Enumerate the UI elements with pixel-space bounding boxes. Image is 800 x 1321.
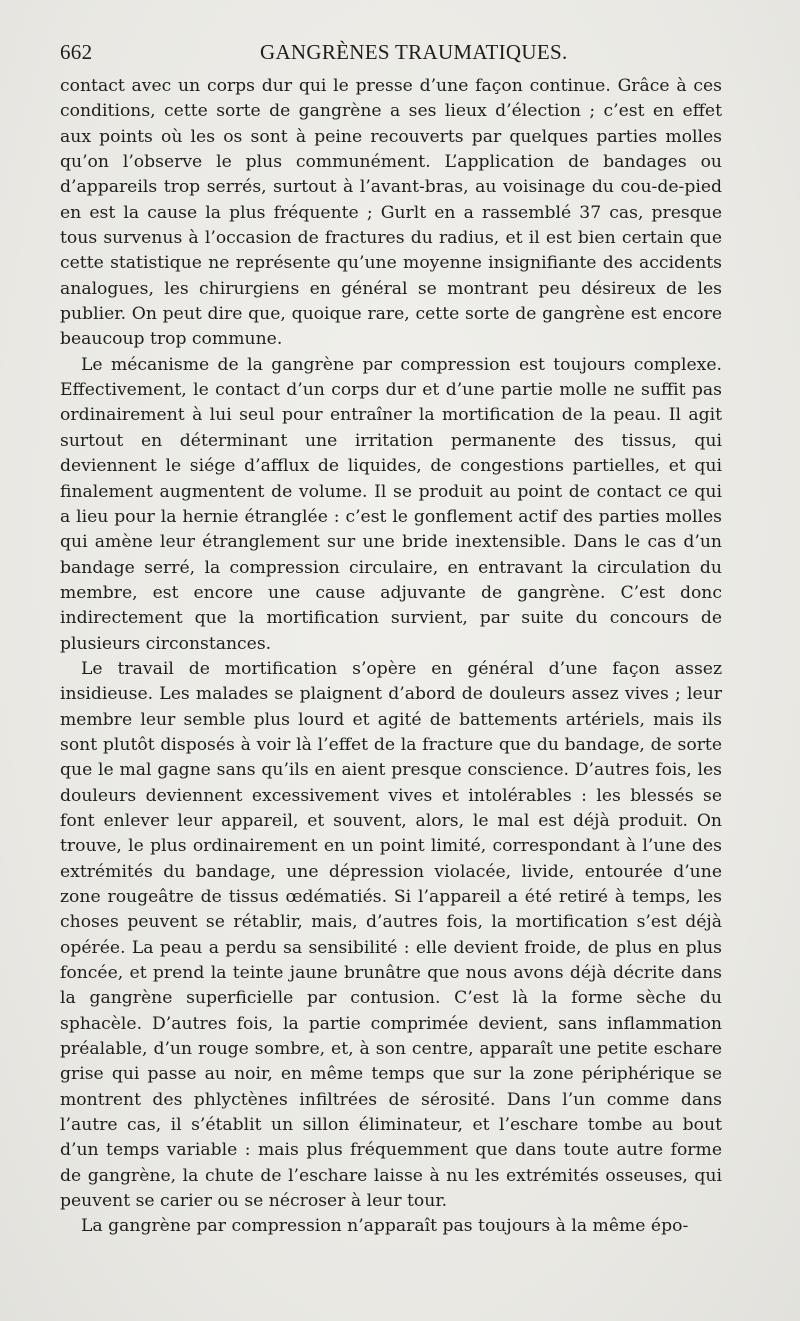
body-text xyxy=(60,74,722,1240)
page-header xyxy=(60,40,722,68)
paragraph-final: La gangrène par compression n’apparaît pas toujours à la même épo- xyxy=(81,1216,689,1237)
page-number: 662 xyxy=(60,40,93,64)
paragraph-continuation: contact avec un corps dur qui le presse d’une façon continue. Grâce à ces conditions, cette sorte de gangrène a ses lieux d’élection ; c’est en effet aux points où les os sont à peine recouverts par quelques parties molles qu’on l’observe le plus communément. L’application de bandages ou d’appareils trop serrés, surtout à l’avant-bras, au voisinage du cou-de-pied en est la cause la plus fréquente ; Gurlt en a rassemblé 37 cas, presque tous survenus à l’occasion de fractures du radius, et il est bien certain que cette statistique ne représente qu’une moyenne insignifiante des accidents analogues, les chirurgiens en général se montrant peu désireux de les publier. On peut dire que, quoique rare, cette sorte de gangrène est encore beaucoup trop commune. xyxy=(60,76,722,350)
paragraph-mortification: Le travail de mortification s’opère en général d’une façon assez insidieuse. Les malades se plaignent d’abord de douleurs assez vives ; leur membre leur semble plus lourd et agité de battements artériels, mais ils sont plutôt disposés à voir là l’effet de la fracture que du bandage, de sorte que le mal gagne sans qu’ils en aient presque conscience. D’autres fois, les douleurs deviennent excessivement vives et intolérables : les blessés se font enlever leur appareil, et souvent, alors, le mal est déjà produit. On trouve, le plus ordinairement en un point limité, correspondant à l’une des extrémités du bandage, une dépression violacée, livide, entourée d’une zone rougeâtre de tissus œdématiés. Si l’appareil a été retiré à temps, les choses peuvent se rétablir, mais, d’autres fois, la mortification s’est déjà opérée. La peau a perdu sa sensibilité : elle devient froide, de plus en plus foncée, et prend la teinte jaune brunâtre que nous avons déjà décrite dans la gangrène superficielle par contusion. C’est là la forme sèche du sphacèle. D’autres fois, la partie comprimée devient, sans inflammation préalable, d’un rouge sombre, et, à son centre, apparaît une petite eschare grise qui passe au noir, en même temps que sur la zone périphérique se montrent des phlyctènes infiltrées de sérosité. Dans l’un comme dans l’autre cas, il s’établit un sillon éliminateur, et l’eschare tombe au bout d’un temps variable : mais plus fréquemment que dans toute autre forme de gangrène, la chute de l’eschare laisse à nu les extrémités osseuses, qui peuvent se carier ou se nécroser à leur tour. xyxy=(60,658,722,1212)
running-title: GANGRÈNES TRAUMATIQUES. xyxy=(260,40,568,64)
paragraph-mechanism: Le mécanisme de la gangrène par compression est toujours complexe. Effectivement, le contact d’un corps dur et d’une partie molle ne suffit pas ordinairement à lui seul pour entraîner la mortification de la peau. Il agit surtout en déterminant une irritation permanente des tissus, qui deviennent le siége d’afflux de liquides, de congestions partielles, et qui finalement augmentent de volume. Il se produit au point de contact ce qui a lieu pour la hernie étranglée : c’est le gonflement actif des parties molles qui amène leur étranglement sur une bride inextensible. Dans le cas d’un bandage serré, la compression circulaire, en entravant la circulation du membre, est encore une cause adjuvante de gangrène. C’est donc indirectement que la mortification survient, par suite du concours de plusieurs circonstances. xyxy=(60,354,722,654)
